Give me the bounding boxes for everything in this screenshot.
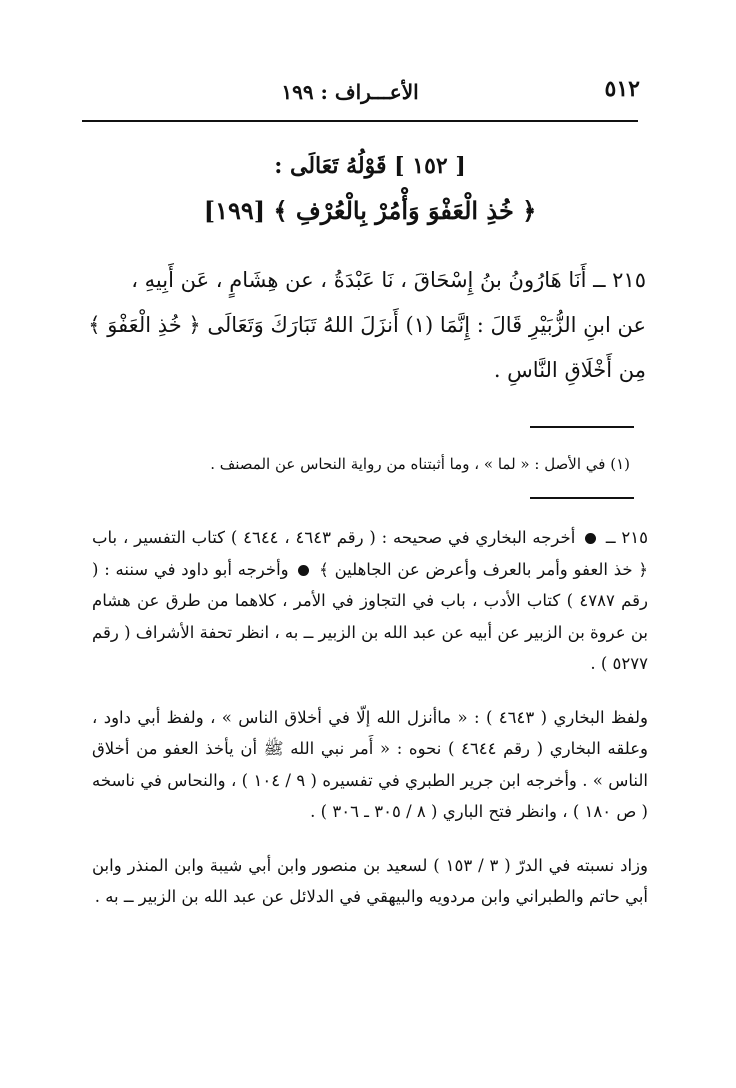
header-divider bbox=[82, 120, 638, 122]
section-heading: [ ١٥٢ ] قَوْلُهُ تَعَالَى : bbox=[274, 153, 466, 179]
takhrij-number: ٢١٥ ــ bbox=[605, 528, 648, 547]
takhrij-text: وأخرجه أبو داود في سننه : ( رقم ٤٧٨٧ ) كتاب الأدب ، باب في التجاوز في الأمر ، كلاهما من طرق عن هشام بن عروة بن الزبير عن أبيه عن عبد الله بن الزبير ــ به ، انظر تحفة الأشراف ( رقم ٥٢٧٧ ) . bbox=[92, 559, 648, 673]
footnote: (١) في الأصل : « لما » ، وما أثبتناه من رواية النحاس عن المصنف . bbox=[210, 455, 630, 473]
takhrij-paragraph: ولفظ البخاري ( ٤٦٤٣ ) : « ماأنزل الله إلّا في أخلاق الناس » ، ولفظ أبي داود ، وعلقه البخاري ( رقم ٤٦٤٤ ) نحوه : « أَمر نبي الله ﷺ أن يأخذ العفو من أخلاق الناس » . وأخرجه ابن جرير الطبري في تفسيره ( ٩ / ١٠٤ ) ، والنحاس في ناسخه ( ص ١٨٠ ) ، وانظر فتح الباري ( ٨ / ٣٠٥ ـ ٣٠٦ ) . bbox=[92, 707, 649, 821]
takhrij-paragraph bbox=[92, 522, 648, 680]
bullet-icon bbox=[298, 565, 309, 576]
hadith-line: مِن أَخْلَاقِ النَّاسِ . bbox=[493, 358, 646, 382]
bullet-icon bbox=[585, 533, 596, 544]
takhrij-divider bbox=[530, 497, 634, 499]
takhrij-paragraph: وزاد نسبته في الدرّ ( ٣ / ١٥٣ ) لسعيد بن منصور وابن أبي شيبة وابن المنذر وابن أبي حاتم والطبراني وابن مردويه والبيهقي في الدلائل عن عبد الله بن الزبير ــ به . bbox=[92, 855, 649, 906]
hadith-text bbox=[86, 258, 646, 393]
takhrij-text: أخرجه البخاري في صحيحه : ( رقم ٤٦٤٣ ، ٤٦٤٤ ) كتاب التفسير ، باب ﴿ خذ العفو وأمر بالعرف وأعرض عن الجاهلين ﴾ bbox=[92, 528, 648, 579]
page-number: ٥١٢ bbox=[604, 76, 640, 102]
quran-verse: ﴿ خُذِ الْعَفْوَ وَأْمُرْ بِالْعُرْفِ ﴾ [١٩٩] bbox=[203, 196, 537, 225]
takhrij-section bbox=[92, 522, 648, 927]
running-header-title: الأعـــراف : ١٩٩ bbox=[281, 80, 419, 104]
hadith-line: عن ابنِ الزُّبَيْرِ قَالَ : إِنَّمَا (١) أَنزَلَ اللهُ تَبَارَكَ وَتَعَالَى ﴿ خُذِ الْعَفْوَ ﴾ bbox=[88, 313, 646, 337]
hadith-line: ٢١٥ ــ أَنَا هَارُونُ بنُ إِسْحَاقَ ، نَا عَبْدَةُ ، عن هِشَامٍ ، عَن أَبِيهِ ، bbox=[131, 268, 646, 292]
footnote-divider bbox=[530, 426, 634, 428]
